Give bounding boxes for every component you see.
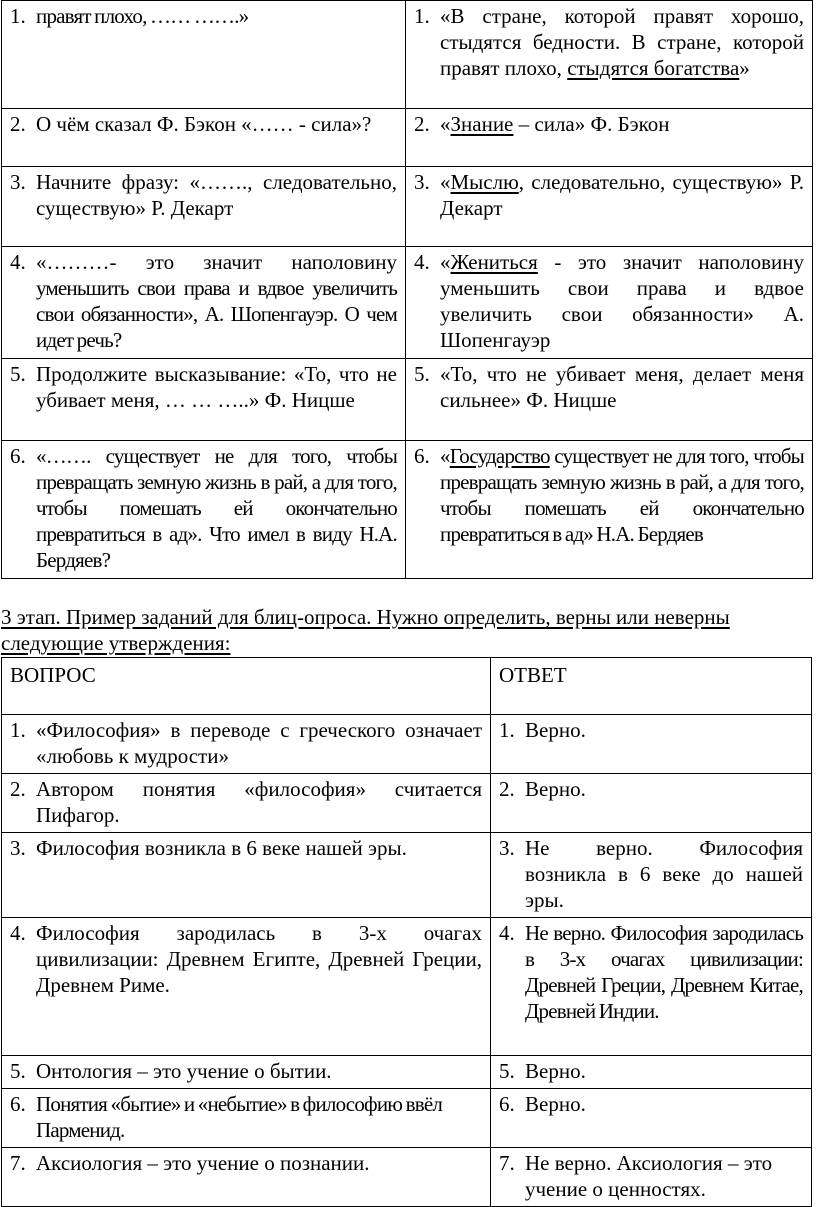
question-number: 2. bbox=[10, 112, 26, 136]
answer-number: 1. bbox=[414, 4, 430, 28]
table-row bbox=[2, 918, 812, 1056]
question-number: 6. bbox=[10, 444, 26, 468]
table-row bbox=[2, 247, 813, 359]
answer-text: «Мыслю, следовательно, существую» Р. Декарт bbox=[440, 170, 804, 220]
question-cell bbox=[2, 918, 491, 1056]
question-number: 3. bbox=[10, 170, 26, 194]
question-number: 2. bbox=[10, 777, 26, 801]
answer-number: 5. bbox=[499, 1059, 515, 1083]
header-question: ВОПРОС bbox=[2, 658, 491, 715]
question-cell bbox=[2, 1148, 491, 1207]
question-text: «……. существует не для того, чтобы превращать земную жизнь в рай, а для того, чтобы помешать ей окончательно превратиться в ад». Что имел в виду Н.А. Бердяев? bbox=[36, 444, 397, 572]
question-text: Начните фразу: «……., следовательно, существую» Р. Декарт bbox=[36, 170, 397, 220]
answer-number: 6. bbox=[499, 1092, 515, 1116]
answer-text: Верно. bbox=[525, 718, 586, 742]
question-cell bbox=[2, 109, 406, 167]
question-text: О чём сказал Ф. Бэкон «…… - сила»? bbox=[36, 112, 372, 136]
question-number: 1. bbox=[10, 4, 26, 28]
answer-text: Верно. bbox=[525, 1059, 586, 1083]
answer-cell bbox=[491, 833, 812, 918]
question-number: 7. bbox=[10, 1151, 26, 1175]
answer-keyword: Мыслю bbox=[450, 170, 519, 194]
answer-cell bbox=[491, 715, 812, 774]
answer-text: «То, что не убивает меня, делает меня сильнее» Ф. Ницше bbox=[440, 362, 804, 412]
answer-text: Верно. bbox=[525, 777, 586, 801]
answer-text: «Жениться - это значит наполовину уменьшить свои права и вдвое увеличить свои обязанности» А. Шопенгауэр bbox=[440, 250, 804, 352]
answer-keyword: стыдятся богатства bbox=[567, 56, 740, 80]
question-cell bbox=[2, 1056, 491, 1089]
answer-text: Не верно. Аксиология – это учение о ценностях. bbox=[525, 1151, 773, 1201]
question-cell bbox=[2, 1089, 491, 1148]
answer-text: Не верно. Философия зародилась в 3-х очагах цивилизации: Древней Греции, Древнем Китае, Древней Индии. bbox=[525, 921, 803, 1023]
answer-cell bbox=[406, 247, 813, 359]
answer-cell bbox=[406, 1, 813, 109]
question-number: 3. bbox=[10, 836, 26, 860]
answer-cell bbox=[406, 109, 813, 167]
answer-text: «В стране, которой правят хорошо, стыдятся бедности. В стране, которой правят плохо, стыдятся богатства» bbox=[440, 4, 804, 80]
answer-text: Не верно. Философия возникла в 6 веке до нашей эры. bbox=[525, 836, 803, 912]
answer-number: 5. bbox=[414, 362, 430, 386]
table-row bbox=[2, 109, 813, 167]
question-number: 1. bbox=[10, 718, 26, 742]
answer-number: 3. bbox=[499, 836, 515, 860]
answer-number: 3. bbox=[414, 170, 430, 194]
answer-text: «Знание – сила» Ф. Бэкон bbox=[440, 112, 670, 136]
table-row bbox=[2, 1148, 812, 1207]
answer-keyword: Жениться bbox=[450, 250, 538, 274]
question-cell bbox=[2, 247, 406, 359]
table-header-row bbox=[2, 658, 812, 715]
question-text: Аксиология – это учение о познании. bbox=[36, 1151, 370, 1175]
answer-cell bbox=[491, 1148, 812, 1207]
table-row bbox=[2, 1089, 812, 1148]
question-cell bbox=[2, 359, 406, 441]
answer-cell bbox=[491, 918, 812, 1056]
section-heading bbox=[1, 604, 816, 656]
question-text: Философия возникла в 6 веке нашей эры. bbox=[36, 836, 407, 860]
question-text: «………- это значит наполовину уменьшить свои права и вдвое увеличить свои обязанности», А. Шопенгауэр. О чем идет речь? bbox=[36, 250, 397, 352]
question-cell bbox=[2, 774, 491, 833]
answer-cell bbox=[406, 441, 813, 579]
table-row bbox=[2, 715, 812, 774]
question-text: «Философия» в переводе с греческого означает «любовь к мудрости» bbox=[36, 718, 482, 768]
question-text: Онтология – это учение о бытии. bbox=[36, 1059, 332, 1083]
answer-number: 2. bbox=[499, 777, 515, 801]
table-row bbox=[2, 1, 813, 109]
table-row bbox=[2, 359, 813, 441]
question-number: 4. bbox=[10, 250, 26, 274]
answer-cell bbox=[406, 167, 813, 247]
question-text: Продолжите высказывание: «То, что не убивает меня, … … …..» Ф. Ницше bbox=[36, 362, 397, 412]
table-row bbox=[2, 167, 813, 247]
question-text: Философия зародилась в 3-х очагах цивилизации: Древнем Египте, Древней Греции, Древнем Риме. bbox=[36, 921, 482, 997]
section-heading-line: следующие утверждения: bbox=[1, 631, 231, 655]
question-cell bbox=[2, 833, 491, 918]
question-number: 4. bbox=[10, 921, 26, 945]
question-cell bbox=[2, 715, 491, 774]
answer-number: 2. bbox=[414, 112, 430, 136]
answer-number: 1. bbox=[499, 718, 515, 742]
question-cell bbox=[2, 441, 406, 579]
answer-number: 7. bbox=[499, 1151, 515, 1175]
answer-text: Верно. bbox=[525, 1092, 586, 1116]
table-row bbox=[2, 833, 812, 918]
answer-cell bbox=[491, 1089, 812, 1148]
quiz-table bbox=[1, 0, 813, 579]
question-text: правят плохо, …… …….» bbox=[36, 4, 249, 28]
question-number: 6. bbox=[10, 1092, 26, 1116]
answer-keyword: Знание bbox=[450, 112, 514, 136]
answer-number: 6. bbox=[414, 444, 430, 468]
question-number: 5. bbox=[10, 1059, 26, 1083]
question-cell bbox=[2, 1, 406, 109]
section-heading-line: 3 этап. Пример заданий для блиц-опроса. Нужно определить, верны или неверны bbox=[1, 605, 730, 629]
table-row bbox=[2, 1056, 812, 1089]
question-text: Автором понятия «философия» считается Пифагор. bbox=[36, 777, 482, 827]
question-cell bbox=[2, 167, 406, 247]
answer-cell bbox=[491, 1056, 812, 1089]
answer-keyword: Государство bbox=[449, 444, 550, 468]
answer-number: 4. bbox=[414, 250, 430, 274]
answer-text: «Государство существует не для того, чтобы превращать земную жизнь в рай, а для того, чтобы помешать ей окончательно превратиться в ад» Н.А. Бердяев bbox=[440, 444, 804, 546]
blitz-table bbox=[1, 657, 812, 1207]
answer-cell bbox=[406, 359, 813, 441]
question-text: Понятия «бытие» и «небытие» в философию ввёл Парменид. bbox=[36, 1092, 443, 1142]
table-row bbox=[2, 774, 812, 833]
table-row bbox=[2, 441, 813, 579]
question-number: 5. bbox=[10, 362, 26, 386]
header-answer: ОТВЕТ bbox=[491, 658, 812, 715]
answer-cell bbox=[491, 774, 812, 833]
answer-number: 4. bbox=[499, 921, 515, 945]
